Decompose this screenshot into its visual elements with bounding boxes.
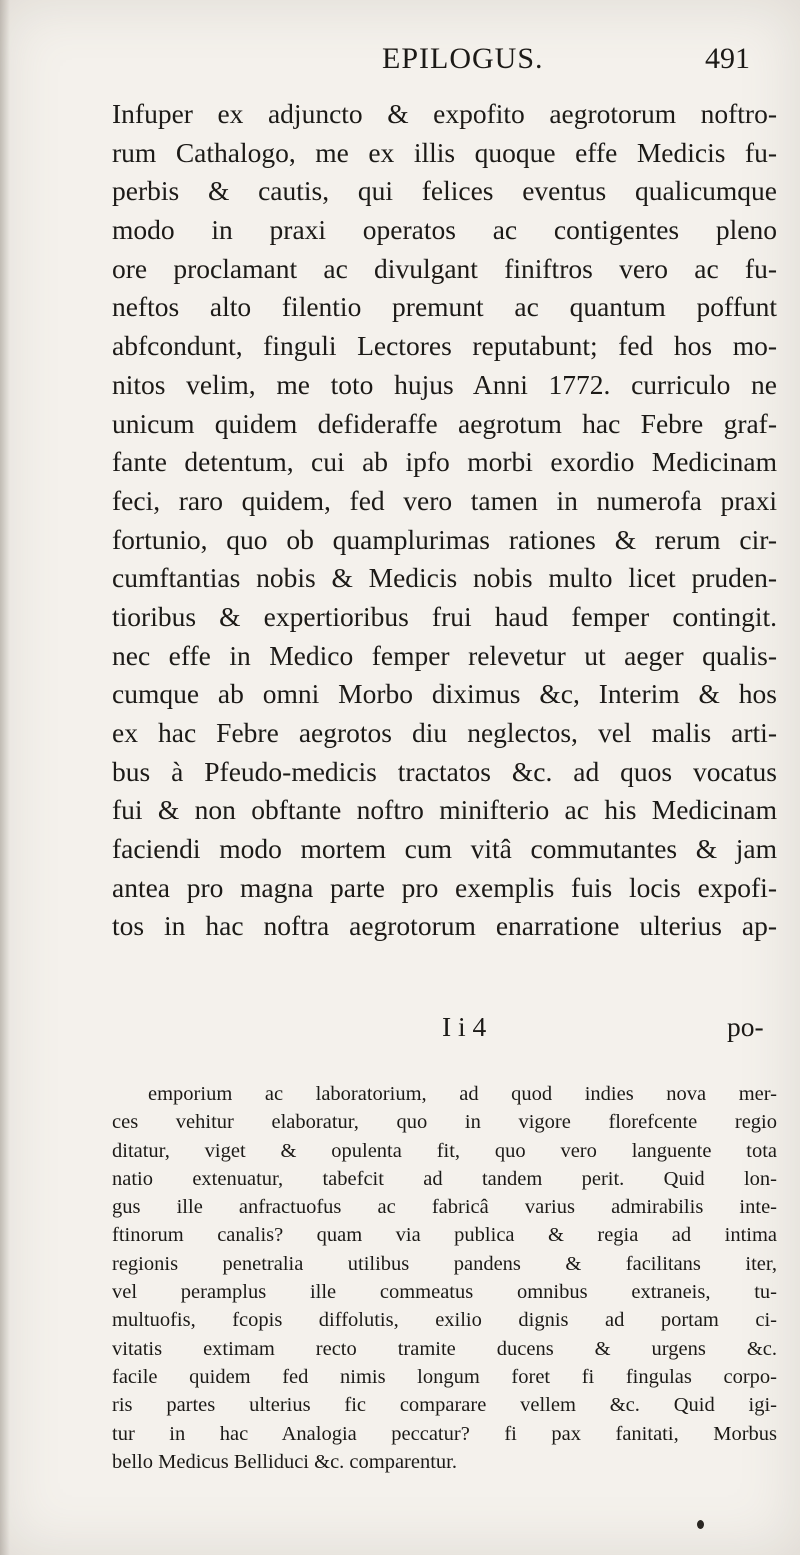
text-line: tos in hac noftra aegrotorum enarratione ulterius ap- [112, 910, 777, 942]
text-line: cumftantias nobis & Medicis nobis multo licet pruden- [112, 562, 777, 594]
text-line: feci, raro quidem, fed vero tamen in numerofa praxi [112, 484, 777, 516]
text-line: cumque ab omni Morbo diximus &c, Interim & hos [112, 678, 777, 710]
running-head: EPILOGUS. [382, 42, 544, 75]
footnote-line: gus ille anfractuofus ac fabricâ varius admirabilis inte- [112, 1196, 777, 1219]
ink-spot [697, 1520, 704, 1529]
catchword: po- [727, 1011, 764, 1042]
page-number: 491 [705, 42, 750, 75]
text-line: fante detentum, cui ab ipfo morbi exordio Medicinam [112, 446, 777, 478]
footnote-line: natio extenuatur, tabefcit ad tandem perit. Quid lon- [112, 1167, 777, 1190]
footnote-block [112, 1080, 777, 1476]
text-line: unicum quidem defideraffe aegrotum hac Febre graf- [112, 407, 777, 439]
text-line: faciendi modo mortem cum vitâ commutantes & jam [112, 833, 777, 865]
text-line: tioribus & expertioribus frui haud femper contingit. [112, 600, 777, 632]
page-gutter-shadow [0, 0, 10, 1555]
text-line: modo in praxi operatos ac contigentes pleno [112, 214, 777, 246]
main-text-block [112, 95, 777, 946]
text-line: fortunio, quo ob quamplurimas rationes & rerum cir- [112, 523, 777, 555]
signature-mark: I i 4 [442, 1011, 487, 1042]
text-line: fui & non obftante noftro minifterio ac his Medicinam [112, 794, 777, 826]
text-line: abfcondunt, finguli Lectores reputabunt; fed hos mo- [112, 330, 777, 362]
text-line: perbis & cautis, qui felices eventus qualicumque [112, 175, 777, 207]
text-line: bus à Pfeudo-medicis tractatos &c. ad quos vocatus [112, 755, 777, 787]
footnote-line: ces vehitur elaboratur, quo in vigore florefcente regio [112, 1111, 777, 1134]
text-line: Infuper ex adjuncto & expofito aegrotorum noftro- [112, 98, 777, 129]
footnote-line: ditatur, viget & opulenta fit, quo vero languente tota [112, 1139, 777, 1162]
footnote-line: bello Medicus Belliduci &c. comparentur. [112, 1450, 457, 1473]
footnote-line: vitatis extimam recto tramite ducens & urgens &c. [112, 1337, 777, 1360]
footnote-line: vel peramplus ille commeatus omnibus extraneis, tu- [112, 1281, 777, 1304]
signature-line [112, 1008, 777, 1047]
text-line: rum Cathalogo, me ex illis quoque effe Medicis fu- [112, 136, 777, 168]
text-line: neftos alto filentio premunt ac quantum poffunt [112, 291, 777, 323]
text-line: ore proclamant ac divulgant finiftros vero ac fu- [112, 252, 777, 284]
footnote-line: multuofis, fcopis diffolutis, exilio dignis ad portam ci- [112, 1309, 777, 1332]
footnote-line: emporium ac laboratorium, ad quod indies nova mer- [148, 1083, 777, 1105]
text-line: nitos velim, me toto hujus Anni 1772. curriculo ne [112, 368, 777, 400]
text-line: nec effe in Medico femper relevetur ut aeger qualis- [112, 639, 777, 671]
text-line: ex hac Febre aegrotos diu neglectos, vel malis arti- [112, 717, 777, 748]
footnote-line: ftinorum canalis? quam via publica & regia ad intima [112, 1224, 777, 1247]
footnote-line: regionis penetralia utilibus pandens & facilitans iter, [112, 1252, 777, 1275]
footnote-line: ris partes ulterius fic comparare vellem &c. Quid igi- [112, 1394, 777, 1417]
text-line: antea pro magna parte pro exemplis fuis locis expofi- [112, 871, 777, 903]
footnote-line: facile quidem fed nimis longum foret fi fingulas corpo- [112, 1365, 777, 1388]
footnote-line: tur in hac Analogia peccatur? fi pax fanitati, Morbus [112, 1422, 777, 1445]
page-header [0, 42, 800, 82]
